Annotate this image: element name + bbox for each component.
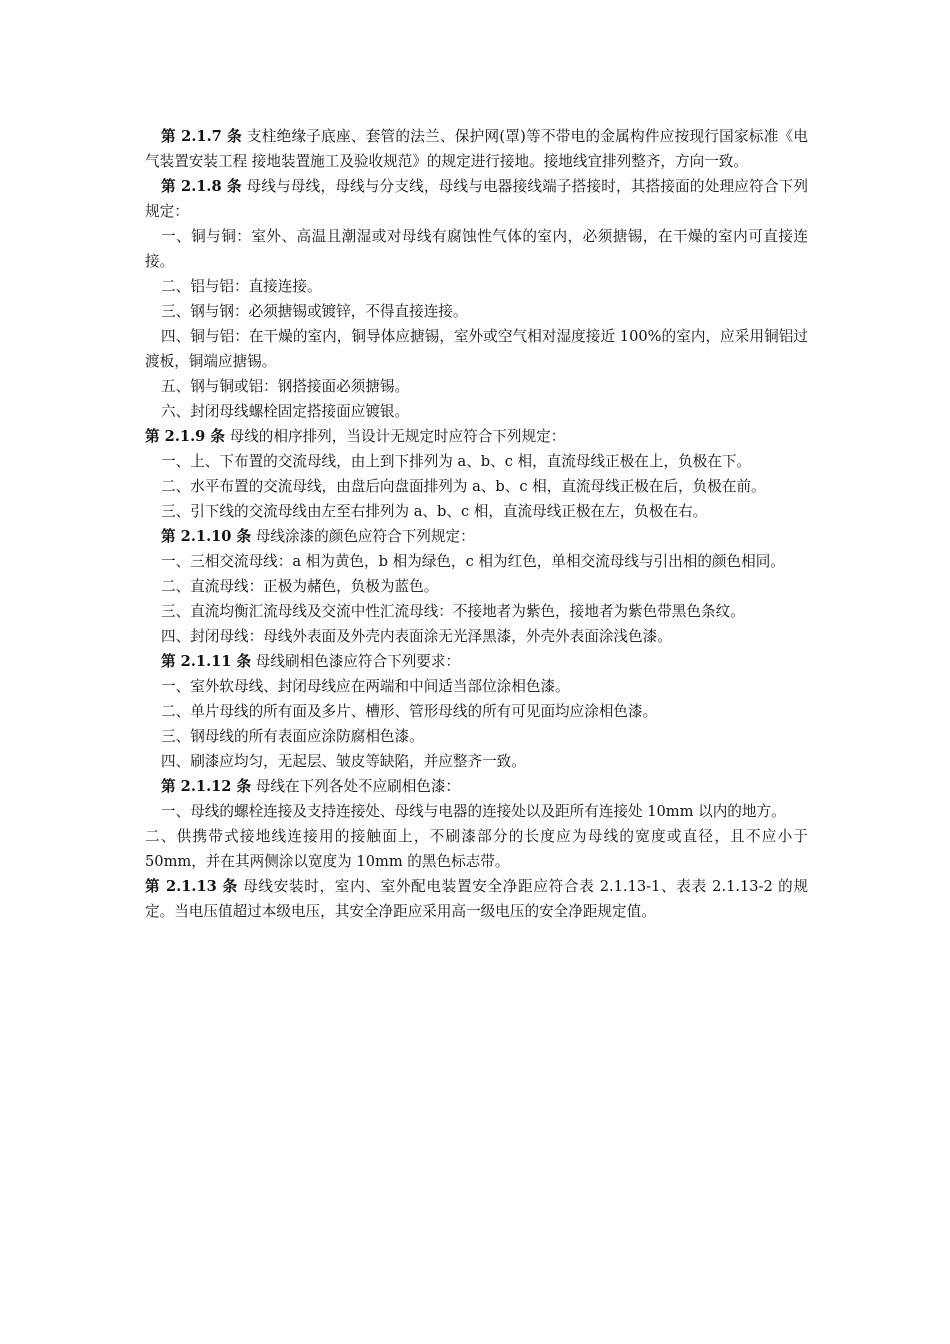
list-item — [145, 324, 808, 374]
paragraph-text: 三、引下线的交流母线由左至右排列为 a、b、c 相，直流母线正极在左，负极在右。 — [161, 503, 708, 520]
paragraph-text: 母线与母线，母线与分支线，母线与电器接线端子搭接时，其搭接面的处理应符合下列规定： — [145, 178, 808, 220]
list-item — [145, 699, 808, 724]
article-number: 第 2.1.11 条 — [161, 653, 252, 670]
list-item — [145, 374, 808, 399]
list-item — [145, 674, 808, 699]
list-item — [145, 749, 808, 774]
list-item — [145, 299, 808, 324]
document-body — [145, 124, 808, 924]
article-number: 第 2.1.10 条 — [161, 528, 252, 545]
list-item — [145, 474, 808, 499]
paragraph-text: 支柱绝缘子底座、套管的法兰、保护网(罩)等不带电的金属构件应按现行国家标准《电气装置安装工程 接地装置施工及验收规范》的规定进行接地。接地线宜排列整齐，方向一致。 — [145, 128, 808, 170]
list-item — [145, 274, 808, 299]
list-item — [145, 399, 808, 424]
paragraph-text: 母线刷相色漆应符合下列要求： — [251, 653, 461, 670]
list-item — [145, 224, 808, 274]
article-number: 第 2.1.13 条 — [145, 878, 238, 895]
paragraph-2-1-10 — [145, 524, 808, 549]
paragraph-text: 四、封闭母线：母线外表面及外壳内表面涂无光泽黑漆，外壳外表面涂浅色漆。 — [161, 628, 672, 645]
paragraph-text: 四、刷漆应均匀，无起层、皱皮等缺陷，并应整齐一致。 — [161, 753, 526, 770]
list-item — [145, 499, 808, 524]
paragraph-2-1-9 — [145, 424, 808, 449]
paragraph-text: 二、单片母线的所有面及多片、槽形、管形母线的所有可见面均应涂相色漆。 — [161, 703, 658, 720]
article-number: 第 2.1.7 条 — [161, 128, 242, 145]
paragraph-2-1-12 — [145, 774, 808, 799]
paragraph-text: 二、直流母线：正极为赭色，负极为蓝色。 — [161, 578, 439, 595]
paragraph-text: 母线涂漆的颜色应符合下列规定： — [251, 528, 475, 545]
list-item — [145, 624, 808, 649]
paragraph-text: 二、水平布置的交流母线，由盘后向盘面排列为 a、b、c 相，直流母线正极在后，负极在前。 — [161, 478, 766, 495]
paragraph-text: 三、钢母线的所有表面应涂防腐相色漆。 — [161, 728, 424, 745]
list-item — [145, 449, 808, 474]
article-number: 第 2.1.12 条 — [161, 778, 252, 795]
list-item — [145, 599, 808, 624]
paragraph-text: 五、钢与铜或铝：钢搭接面必须搪锡。 — [161, 378, 410, 395]
paragraph-2-1-7 — [145, 124, 808, 174]
paragraph-2-1-8 — [145, 174, 808, 224]
paragraph-text: 三、钢与钢：必须搪锡或镀锌，不得直接连接。 — [161, 303, 468, 320]
paragraph-text: 一、铜与铜：室外、高温且潮湿或对母线有腐蚀性气体的室内，必须搪锡，在干燥的室内可直接连接。 — [145, 228, 808, 270]
list-item — [145, 724, 808, 749]
list-item — [145, 549, 808, 574]
paragraph-text: 一、三相交流母线：a 相为黄色，b 相为绿色，c 相为红色，单相交流母线与引出相的颜色相同。 — [161, 553, 785, 570]
paragraph-text: 母线在下列各处不应刷相色漆： — [251, 778, 461, 795]
list-item — [145, 824, 808, 874]
article-number: 第 2.1.8 条 — [161, 178, 242, 195]
paragraph-text: 一、室外软母线、封闭母线应在两端和中间适当部位涂相色漆。 — [161, 678, 570, 695]
paragraph-text: 一、上、下布置的交流母线，由上到下排列为 a、b、c 相，直流母线正极在上，负极在下。 — [161, 453, 752, 470]
paragraph-2-1-13 — [145, 874, 808, 924]
paragraph-text: 四、铜与铝：在干燥的室内，铜导体应搪锡，室外或空气相对湿度接近 100%的室内，应采用铜铝过渡板，铜端应搪锡。 — [145, 328, 808, 370]
paragraph-text: 二、供携带式接地线连接用的接触面上，不刷漆部分的长度应为母线的宽度或直径，且不应小于 50mm，并在其两侧涂以宽度为 10mm 的黑色标志带。 — [145, 828, 808, 870]
list-item — [145, 574, 808, 599]
list-item — [145, 799, 808, 824]
paragraph-text: 母线的相序排列，当设计无规定时应符合下列规定： — [224, 428, 566, 445]
paragraph-text: 母线安装时，室内、室外配电装置安全净距应符合表 2.1.13-1、表表 2.1.13-2 的规定。当电压值超过本级电压，其安全净距应采用高一级电压的安全净距规定值。 — [145, 878, 808, 920]
paragraph-text: 一、母线的螺栓连接及支持连接处、母线与电器的连接处以及距所有连接处 10mm 以内的地方。 — [161, 803, 786, 820]
paragraph-text: 二、铝与铝：直接连接。 — [161, 278, 322, 295]
paragraph-text: 三、直流均衡汇流母线及交流中性汇流母线：不接地者为紫色，接地者为紫色带黑色条纹。 — [161, 603, 745, 620]
paragraph-text: 六、封闭母线螺栓固定搭接面应镀银。 — [161, 403, 410, 420]
paragraph-2-1-11 — [145, 649, 808, 674]
article-number: 第 2.1.9 条 — [145, 428, 225, 445]
